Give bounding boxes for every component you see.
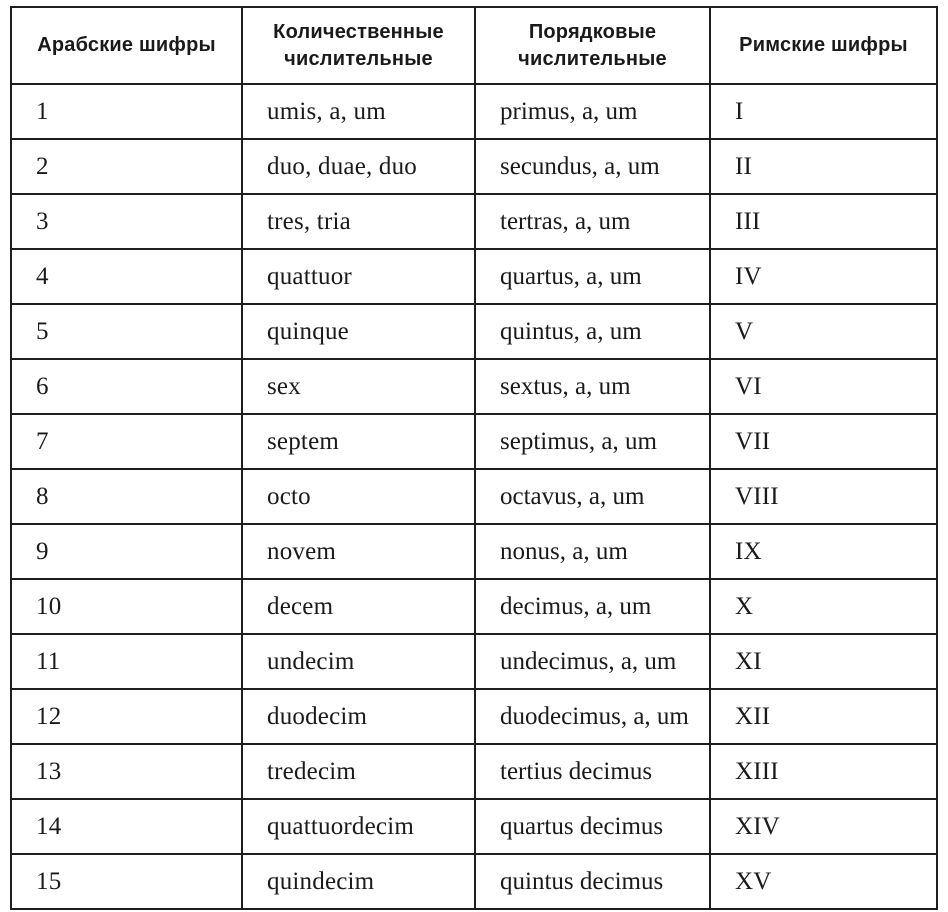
cell-arabic: 9 [11, 524, 242, 579]
cell-roman: IV [710, 249, 937, 304]
cell-ordinal: duodecimus, a, um [475, 689, 710, 744]
header-cardinal: Количественные числительные [242, 7, 475, 84]
cell-cardinal: septem [242, 414, 475, 469]
table-row [11, 469, 937, 524]
cell-arabic: 1 [11, 84, 242, 139]
cell-ordinal: quartus, a, um [475, 249, 710, 304]
latin-numerals-table [10, 6, 938, 910]
cell-arabic: 13 [11, 744, 242, 799]
cell-arabic: 4 [11, 249, 242, 304]
cell-cardinal: duodecim [242, 689, 475, 744]
cell-cardinal: duo, duae, duo [242, 139, 475, 194]
cell-ordinal: sextus, a, um [475, 359, 710, 414]
cell-arabic: 7 [11, 414, 242, 469]
cell-arabic: 3 [11, 194, 242, 249]
table-row [11, 414, 937, 469]
cell-ordinal: undecimus, a, um [475, 634, 710, 689]
header-roman: Римские шифры [710, 7, 937, 84]
cell-cardinal: quindecim [242, 854, 475, 909]
cell-ordinal: septimus, a, um [475, 414, 710, 469]
cell-cardinal: decem [242, 579, 475, 634]
table-row [11, 249, 937, 304]
table-body [11, 84, 937, 909]
cell-arabic: 6 [11, 359, 242, 414]
cell-cardinal: octo [242, 469, 475, 524]
cell-ordinal: quintus decimus [475, 854, 710, 909]
cell-roman: XI [710, 634, 937, 689]
cell-roman: I [710, 84, 937, 139]
cell-cardinal: quinque [242, 304, 475, 359]
cell-arabic: 12 [11, 689, 242, 744]
table-row [11, 359, 937, 414]
cell-cardinal: tres, tria [242, 194, 475, 249]
cell-cardinal: tredecim [242, 744, 475, 799]
table-row [11, 84, 937, 139]
table-row [11, 799, 937, 854]
table-row [11, 524, 937, 579]
cell-roman: II [710, 139, 937, 194]
cell-ordinal: primus, a, um [475, 84, 710, 139]
cell-arabic: 10 [11, 579, 242, 634]
cell-roman: XIII [710, 744, 937, 799]
cell-roman: VIII [710, 469, 937, 524]
cell-ordinal: octavus, a, um [475, 469, 710, 524]
table-row [11, 579, 937, 634]
table-row [11, 689, 937, 744]
cell-ordinal: decimus, a, um [475, 579, 710, 634]
cell-cardinal: umis, a, um [242, 84, 475, 139]
cell-cardinal: quattuor [242, 249, 475, 304]
table-row [11, 139, 937, 194]
table-row [11, 194, 937, 249]
cell-ordinal: secundus, a, um [475, 139, 710, 194]
cell-roman: XII [710, 689, 937, 744]
cell-arabic: 5 [11, 304, 242, 359]
cell-roman: VII [710, 414, 937, 469]
header-ordinal: Порядковые числительные [475, 7, 710, 84]
cell-roman: X [710, 579, 937, 634]
cell-roman: III [710, 194, 937, 249]
cell-cardinal: undecim [242, 634, 475, 689]
cell-arabic: 2 [11, 139, 242, 194]
table-row [11, 744, 937, 799]
cell-arabic: 8 [11, 469, 242, 524]
cell-ordinal: nonus, a, um [475, 524, 710, 579]
header-arabic: Арабские шифры [11, 7, 242, 84]
cell-roman: V [710, 304, 937, 359]
table-row [11, 634, 937, 689]
cell-ordinal: quartus decimus [475, 799, 710, 854]
table-header [11, 7, 937, 84]
cell-arabic: 11 [11, 634, 242, 689]
cell-roman: XIV [710, 799, 937, 854]
header-row [11, 7, 937, 84]
table-row [11, 854, 937, 909]
table-row [11, 304, 937, 359]
cell-ordinal: quintus, a, um [475, 304, 710, 359]
cell-roman: IX [710, 524, 937, 579]
cell-ordinal: tertras, a, um [475, 194, 710, 249]
cell-cardinal: novem [242, 524, 475, 579]
cell-cardinal: quattuordecim [242, 799, 475, 854]
cell-roman: XV [710, 854, 937, 909]
cell-roman: VI [710, 359, 937, 414]
cell-cardinal: sex [242, 359, 475, 414]
cell-ordinal: tertius decimus [475, 744, 710, 799]
cell-arabic: 15 [11, 854, 242, 909]
cell-arabic: 14 [11, 799, 242, 854]
